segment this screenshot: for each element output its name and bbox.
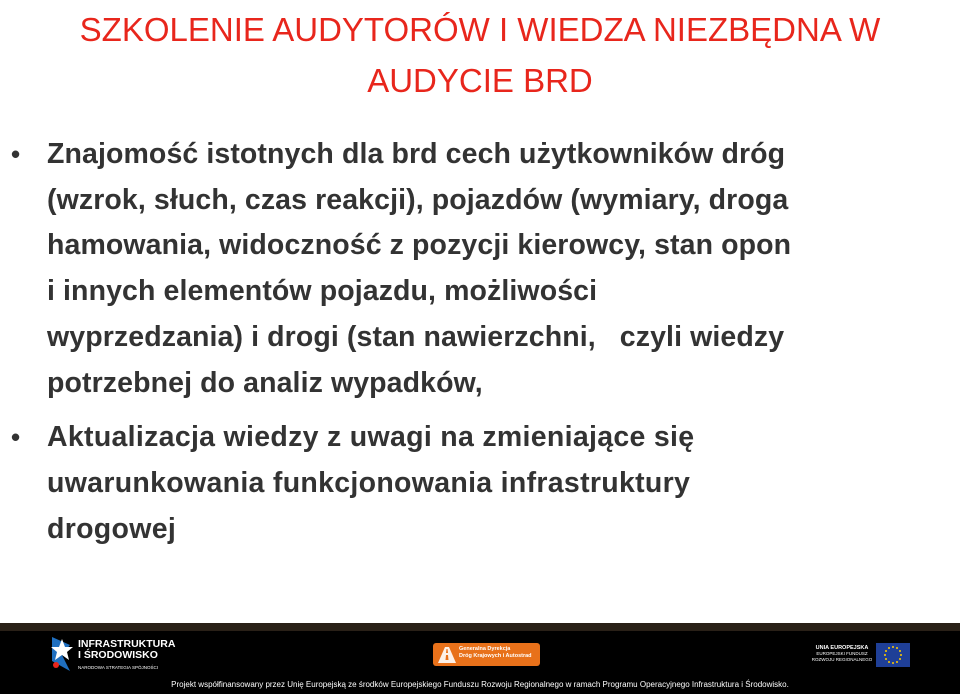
gddkia-line-2: Dróg Krajowych i Autostrad xyxy=(459,653,532,659)
bullet-line: drogowej xyxy=(47,512,177,545)
slide-title xyxy=(0,4,960,106)
gddkia-logo xyxy=(433,643,540,666)
bullet-item xyxy=(0,132,960,406)
bullet-line: Aktualizacja wiedzy z uwagi na zmieniające się xyxy=(47,421,695,454)
bullet-line: (wzrok, słuch, czas reakcji), pojazdów (wymiary, droga xyxy=(47,183,789,216)
eu-line-3: ROZWOJU REGIONALNEGO xyxy=(811,657,873,662)
bullet-line: wyprzedzania) i drogi (stan nawierzchni, czyli wiedzy xyxy=(47,320,785,353)
road-icon xyxy=(436,645,458,664)
logo-is-line-2: I ŚRODOWISKO xyxy=(78,649,158,661)
footer-bar xyxy=(0,623,960,694)
gddkia-line-1: Generalna Dyrekcja xyxy=(459,646,511,652)
gddkia-logo-text xyxy=(459,646,532,660)
footer-cofinancing-note: Projekt współfinansowany przez Unię Europejską ze środków Europejskiego Funduszu Rozwoju Regionalnego w ramach Programu Operacyjnego Infrastruktura i Środowisko. xyxy=(171,680,789,689)
bullet-line: uwarunkowania funkcjonowania infrastruktury xyxy=(47,466,691,499)
bullet-line: Znajomość istotnych dla brd cech użytkowników dróg xyxy=(47,138,786,170)
footer-stripe xyxy=(0,623,960,631)
slide-title-line-2: AUDYCIE BRD xyxy=(367,62,593,99)
star-emblem-icon xyxy=(48,635,74,673)
bullet-dot-icon: • xyxy=(11,139,21,169)
bullet-line: hamowania, widoczność z pozycji kierowcy, stan opon xyxy=(47,229,792,262)
eu-line-2: EUROPEJSKI FUNDUSZ xyxy=(816,651,868,656)
bullet-list xyxy=(0,132,960,552)
eu-line-1: UNIA EUROPEJSKA xyxy=(815,645,869,651)
eu-flag-icon xyxy=(876,643,910,667)
logo-is-subtitle: NARODOWA STRATEGIA SPÓJNOŚCI xyxy=(78,665,159,670)
bullet-line: potrzebnej do analiz wypadków, xyxy=(47,366,483,399)
bullet-line: i innych elementów pojazdu, możliwości xyxy=(47,275,598,308)
eu-logo-text xyxy=(810,645,874,663)
logo-is-line-1: INFRASTRUKTURA xyxy=(78,638,176,650)
bullet-item xyxy=(0,415,960,552)
slide-title-line-1: SZKOLENIE AUDYTORÓW I WIEDZA NIEZBĘDNA W xyxy=(79,11,881,48)
infrastruktura-srodowisko-logo xyxy=(48,635,176,679)
logo-is-text xyxy=(78,639,175,661)
bullet-dot-icon: • xyxy=(11,422,21,453)
eu-logo xyxy=(810,643,910,669)
